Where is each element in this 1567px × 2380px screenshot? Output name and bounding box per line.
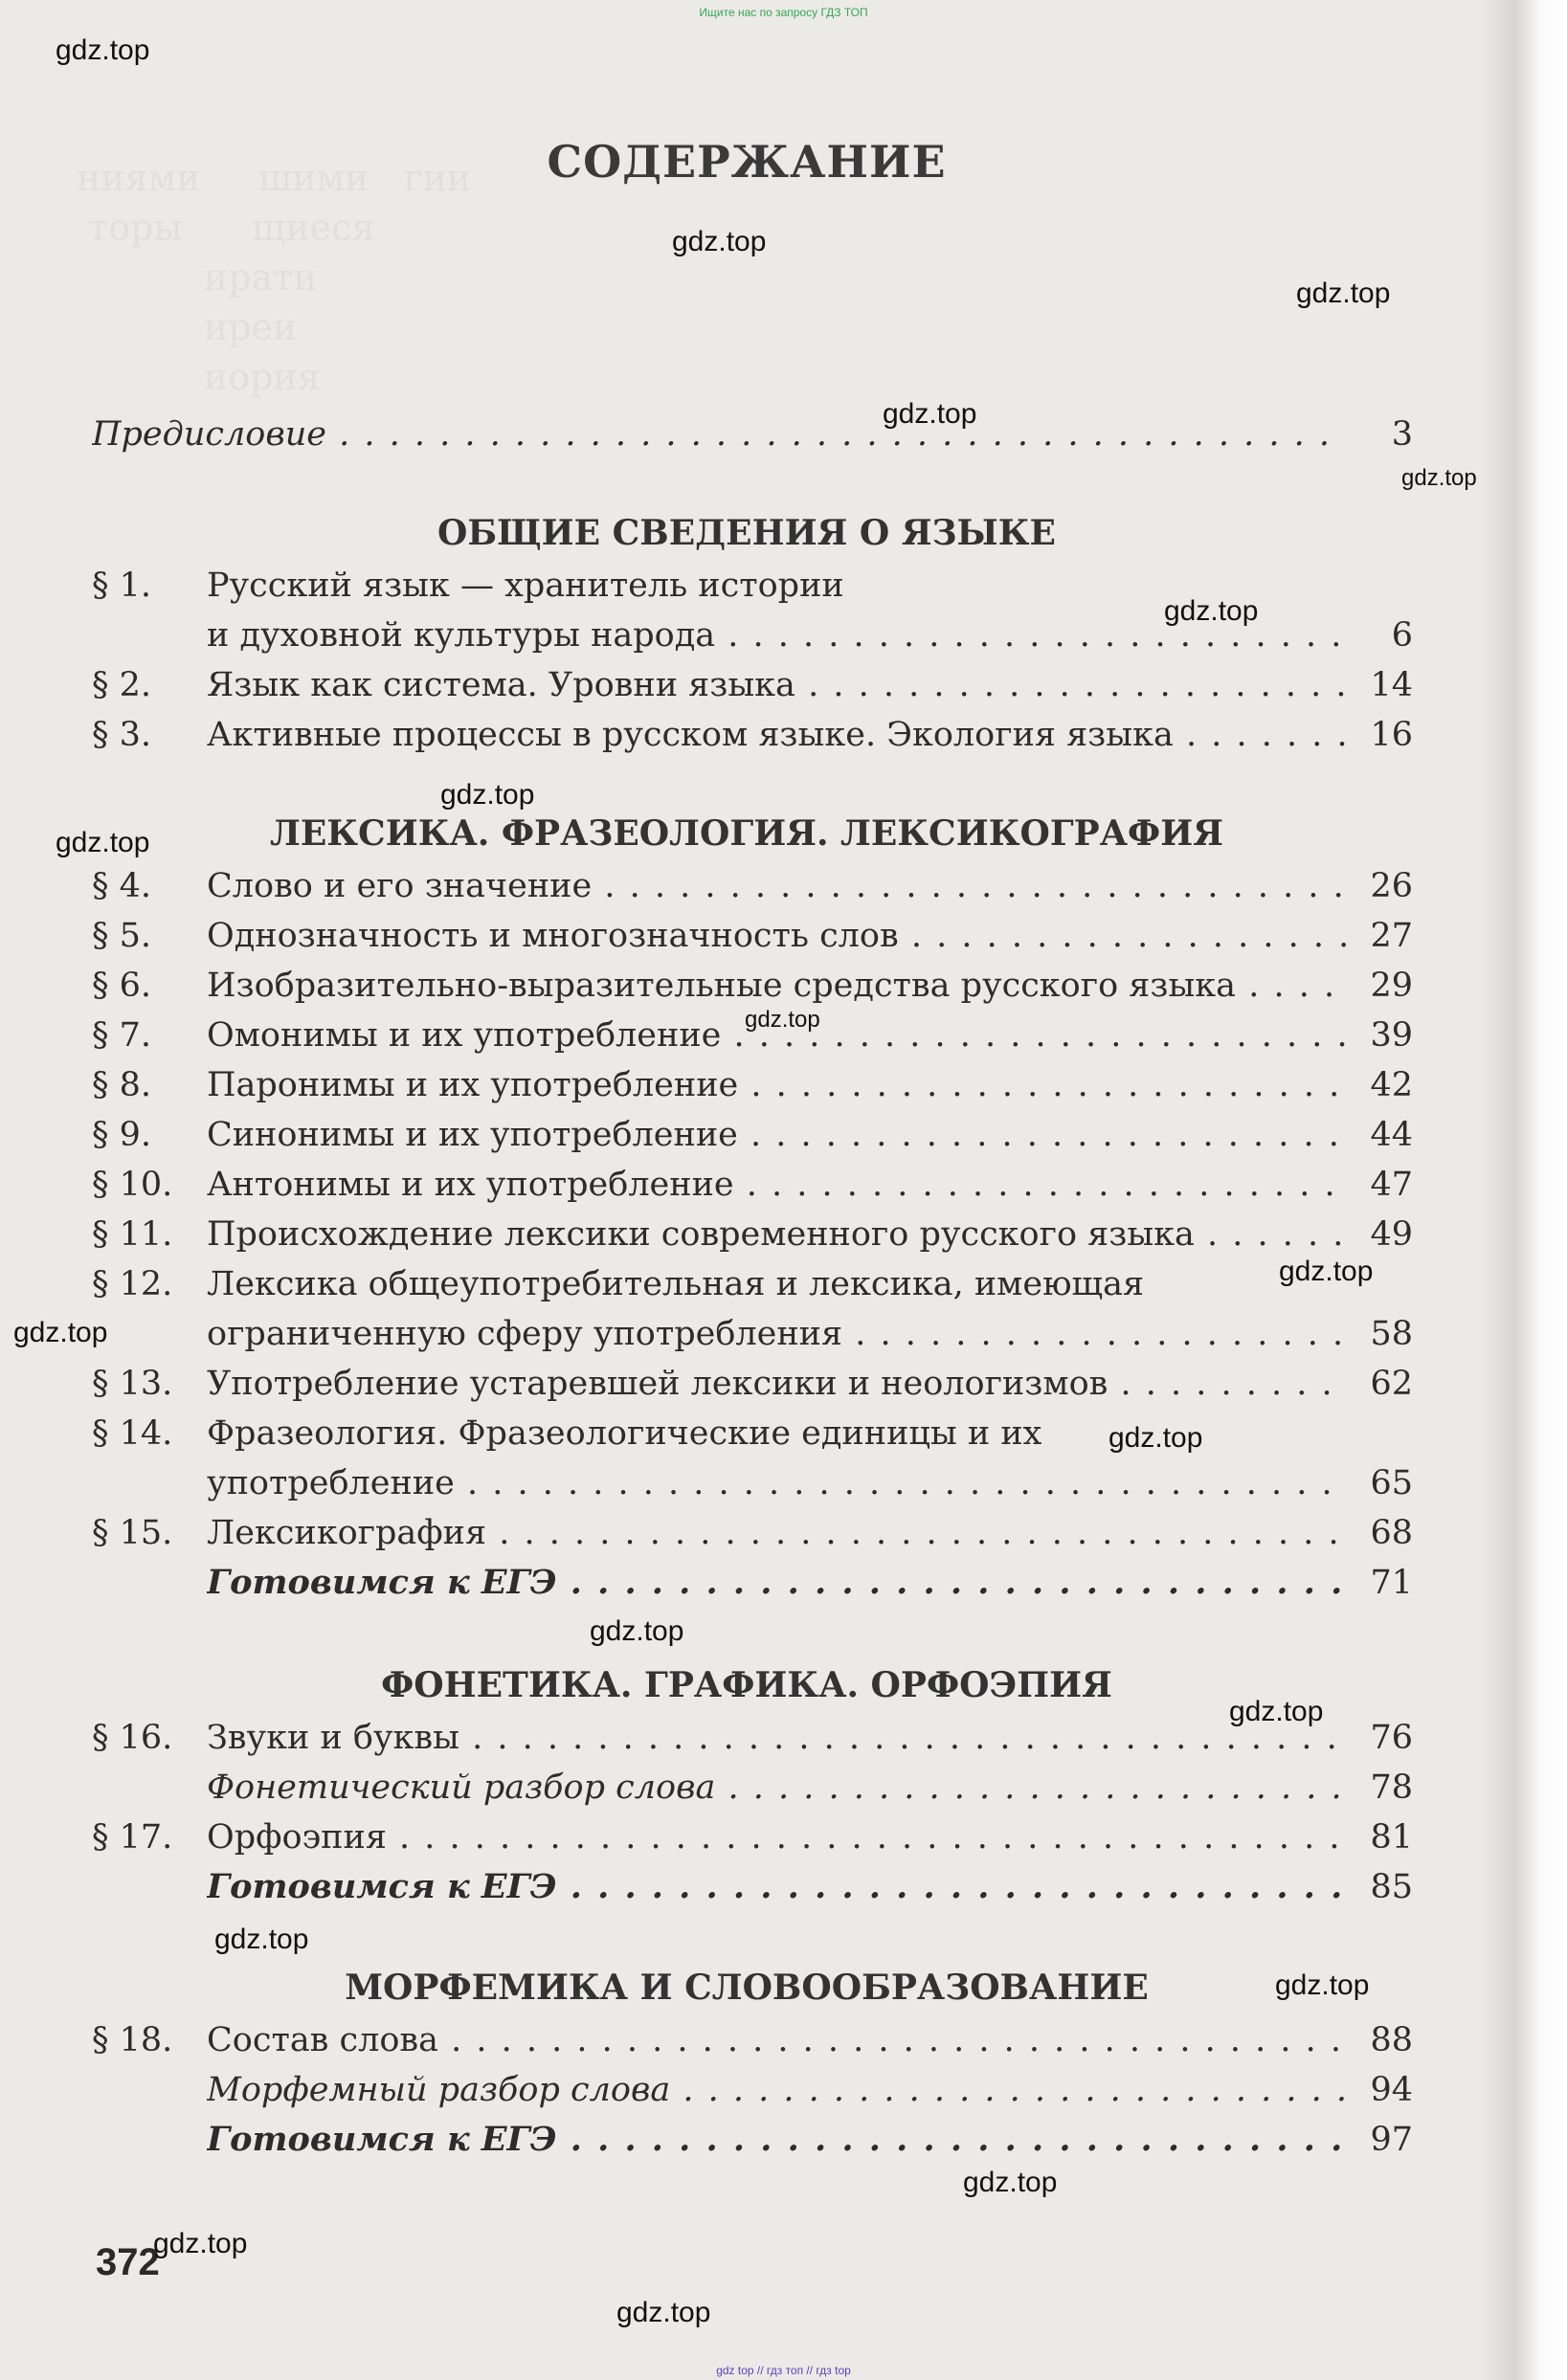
toc-entry[interactable] — [92, 911, 1413, 961]
watermark: gdz.top — [214, 1924, 309, 1955]
watermark: gdz.top — [153, 2228, 248, 2259]
toc-entry-number: § 10. — [92, 1166, 173, 1204]
bottom-banner[interactable]: gdz top // гдз топ // гдз top — [716, 2364, 851, 2377]
toc-entry-label: Активные процессы в русском языке. Экология языка . . . — [207, 710, 1346, 760]
toc-entry-number: § 11. — [92, 1215, 173, 1254]
watermark: gdz.top — [1108, 1422, 1203, 1454]
toc-entry[interactable] — [92, 1210, 1413, 1259]
toc-entry-label: Готовимся к ЕГЭ . . . — [207, 2115, 1346, 2165]
watermark: gdz.top — [1164, 595, 1259, 627]
watermark: gdz.top — [1296, 278, 1391, 309]
section-heading: МОРФЕМИКА И СЛОВООБРАЗОВАНИЕ — [345, 1968, 1149, 2008]
toc-entry-label: Слово и его значение . . . — [207, 861, 1346, 911]
toc-entry-continuation[interactable] — [92, 1309, 1413, 1359]
toc-page-number: 14 — [1370, 666, 1413, 704]
toc-entry-number: § 14. — [92, 1414, 173, 1453]
watermark: gdz.top — [56, 34, 150, 66]
toc-entry-label: Однозначность и многозначность слов . . . — [207, 911, 1346, 961]
top-banner[interactable]: Ищите нас по запросу ГДЗ ТОП — [699, 6, 868, 19]
watermark: gdz.top — [745, 1007, 820, 1033]
toc-entry-number: § 6. — [92, 967, 152, 1005]
toc-entry-exam-prep[interactable] — [92, 1558, 1413, 1608]
watermark: gdz.top — [13, 1317, 108, 1348]
toc-entry[interactable] — [92, 861, 1413, 911]
toc-page-number: 58 — [1370, 1315, 1413, 1353]
bleed-through-texture: ниями шими гии торы щиеся ирати иреи иория — [77, 157, 472, 398]
toc-entry-label: Антонимы и их употребление . . . — [207, 1160, 1346, 1210]
toc-page-number: 6 — [1391, 616, 1413, 655]
toc-entry[interactable] — [92, 1110, 1413, 1160]
toc-page-number: 29 — [1370, 967, 1413, 1005]
toc-entry-label: Употребление устаревшей лексики и неологизмов . . . — [207, 1359, 1346, 1409]
page-title: СОДЕРЖАНИЕ — [547, 136, 947, 188]
toc-page-number: 3 — [1391, 415, 1413, 454]
toc-entry-number: § 9. — [92, 1116, 152, 1154]
toc-entry[interactable] — [92, 1813, 1413, 1862]
toc-entry-number: § 4. — [92, 867, 152, 905]
toc-page-number: 94 — [1370, 2071, 1413, 2109]
toc-page-number: 39 — [1370, 1016, 1413, 1055]
toc-entry-continuation[interactable] — [92, 1458, 1413, 1508]
toc-page-number: 65 — [1370, 1464, 1413, 1502]
toc-entry-number: § 12. — [92, 1265, 173, 1303]
toc-entry-label: Синонимы и их употребление . . . — [207, 1110, 1346, 1160]
watermark: gdz.top — [1229, 1696, 1324, 1727]
toc-entry-number: § 1. — [92, 567, 152, 605]
toc-entry-number: § 17. — [92, 1818, 173, 1857]
toc-entry-label: ограниченную сферу употребления . . . — [207, 1309, 1346, 1359]
toc-entry-label: Изобразительно-выразительные средства русского языка . . . — [207, 961, 1346, 1011]
toc-entry-number: § 3. — [92, 716, 152, 754]
section-heading: ФОНЕТИКА. ГРАФИКА. ОРФОЭПИЯ — [381, 1665, 1112, 1705]
toc-entry-label: Состав слова . . . — [207, 2015, 1346, 2065]
toc-entry-label: Орфоэпия . . . — [207, 1813, 1346, 1862]
toc-entry-exam-prep[interactable] — [92, 2115, 1413, 2165]
section-heading: ЛЕКСИКА. ФРАЗЕОЛОГИЯ. ЛЕКСИКОГРАФИЯ — [270, 813, 1223, 854]
toc-entry-number: § 2. — [92, 666, 152, 704]
watermark: gdz.top — [440, 779, 535, 811]
toc-page-number: 42 — [1370, 1066, 1413, 1104]
toc-page-number: 62 — [1370, 1365, 1413, 1403]
toc-entry-number: § 5. — [92, 917, 152, 955]
page-edge-shadow — [1481, 0, 1567, 2380]
toc-entry-number: § 13. — [92, 1365, 173, 1403]
watermark: gdz.top — [1279, 1256, 1374, 1287]
toc-entry[interactable] — [92, 1359, 1413, 1409]
toc-page-number: 16 — [1370, 716, 1413, 754]
toc-entry-number: § 16. — [92, 1719, 173, 1757]
toc-entry-label: Омонимы и их употребление . . . — [207, 1011, 1346, 1060]
toc-entry-number: § 8. — [92, 1066, 152, 1104]
toc-page-number: 81 — [1370, 1818, 1413, 1857]
toc-page-number: 71 — [1370, 1564, 1413, 1602]
toc-entry[interactable] — [92, 961, 1413, 1011]
toc-entry-label: Лексика общеупотребительная и лексика, имеющая — [207, 1265, 1145, 1303]
toc-entry[interactable] — [92, 660, 1413, 710]
toc-page-number: 49 — [1370, 1215, 1413, 1254]
toc-entry-preface[interactable] — [92, 410, 1413, 459]
toc-entry[interactable] — [92, 2015, 1413, 2065]
toc-entry-label: Предисловие . . . — [92, 410, 1346, 459]
toc-entry[interactable] — [92, 1713, 1413, 1763]
toc-entry-label: Фонетический разбор слова . . . — [207, 1763, 1346, 1813]
watermark: gdz.top — [56, 827, 150, 858]
toc-page-number: 97 — [1370, 2121, 1413, 2159]
toc-page-number: 27 — [1370, 917, 1413, 955]
toc-entry-label: Паронимы и их употребление . . . — [207, 1060, 1346, 1110]
toc-entry-label: Язык как система. Уровни языка . . . — [207, 660, 1346, 710]
toc-entry[interactable] — [92, 710, 1413, 760]
toc-entry-exam-prep[interactable] — [92, 1862, 1413, 1912]
toc-page-number: 88 — [1370, 2021, 1413, 2059]
toc-entry-analysis[interactable] — [92, 2065, 1413, 2115]
toc-page-number: 68 — [1370, 1514, 1413, 1552]
toc-entry[interactable] — [92, 1409, 1413, 1458]
toc-entry-label: Фразеология. Фразеологические единицы и их — [207, 1414, 1042, 1453]
toc-page-number: 44 — [1370, 1116, 1413, 1154]
toc-entry-label: Лексикография . . . — [207, 1508, 1346, 1558]
toc-entry-number: § 15. — [92, 1514, 173, 1552]
watermark: gdz.top — [1275, 1969, 1370, 2001]
toc-page-number: 47 — [1370, 1166, 1413, 1204]
toc-page-number: 78 — [1370, 1768, 1413, 1807]
toc-entry-label: Готовимся к ЕГЭ . . . — [207, 1558, 1346, 1608]
watermark: gdz.top — [616, 2297, 711, 2328]
watermark: gdz.top — [672, 226, 767, 257]
toc-entry-analysis[interactable] — [92, 1763, 1413, 1813]
toc-page-number: 76 — [1370, 1719, 1413, 1757]
toc-entry[interactable] — [92, 1060, 1413, 1110]
toc-entry-label: Звуки и буквы . . . — [207, 1713, 1346, 1763]
watermark: gdz.top — [1401, 465, 1477, 491]
toc-entry-label: Происхождение лексики современного русского языка . . . — [207, 1210, 1346, 1259]
toc-entry[interactable] — [92, 1508, 1413, 1558]
toc-entry-number: § 7. — [92, 1016, 152, 1055]
toc-entry-label: употребление . . . — [207, 1458, 1346, 1508]
toc-entry-label: и духовной культуры народа . . . — [207, 611, 1346, 660]
watermark: gdz.top — [590, 1615, 684, 1647]
toc-entry-label: Готовимся к ЕГЭ . . . — [207, 1862, 1346, 1912]
toc-entry[interactable] — [92, 1160, 1413, 1210]
watermark: gdz.top — [963, 2167, 1058, 2198]
toc-page-number: 26 — [1370, 867, 1413, 905]
page-number: 372 — [96, 2241, 160, 2283]
watermark: gdz.top — [883, 398, 977, 430]
section-heading: ОБЩИЕ СВЕДЕНИЯ О ЯЗЫКЕ — [437, 513, 1056, 553]
toc-entry-label: Русский язык — хранитель истории — [207, 567, 844, 605]
toc-entry-label: Морфемный разбор слова . . . — [207, 2065, 1346, 2115]
toc-entry-number: § 18. — [92, 2021, 173, 2059]
toc-page-number: 85 — [1370, 1868, 1413, 1906]
toc-entry[interactable] — [92, 1259, 1413, 1309]
